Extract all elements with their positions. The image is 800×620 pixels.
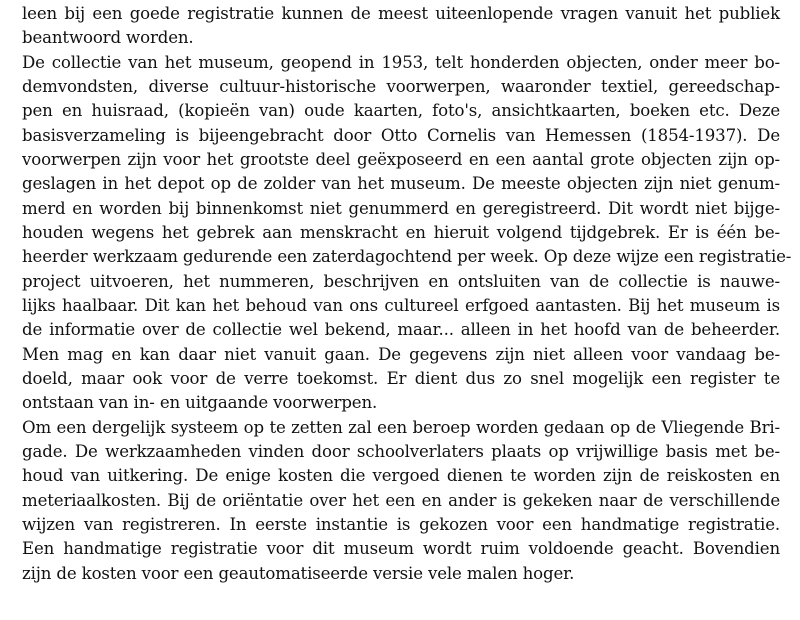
text-line: de informatie over de collectie wel bekend, maar... alleen in het hoofd van de beheerder.	[22, 320, 780, 339]
text-line: Een handmatige registratie voor dit museum wordt ruim voldoende geacht. Bovendien	[22, 539, 780, 558]
text-line: meteriaalkosten. Bij de oriëntatie over het een en ander is gekeken naar de verschillende	[22, 491, 780, 510]
text-line: basisverzameling is bijeengebracht door Otto Cornelis van Hemessen (1854-1937). De	[22, 126, 780, 145]
text-line: heerder werkzaam gedurende een zaterdagochtend per week. Op deze wijze een registratie-	[22, 247, 792, 266]
text-line: lijks haalbaar. Dit kan het behoud van ons cultureel erfgoed aantasten. Bij het museum is	[22, 296, 780, 315]
text-line: project uitvoeren, het nummeren, beschrijven en ontsluiten van de collectie is nauwe-	[22, 272, 780, 291]
text-line: wijzen van registreren. In eerste instantie is gekozen voor een handmatige registratie.	[22, 515, 780, 534]
text-line: houd van uitkering. De enige kosten die vergoed dienen te worden zijn de reiskosten en	[22, 466, 780, 485]
text-line: geslagen in het depot op de zolder van het museum. De meeste objecten zijn niet genum-	[22, 174, 780, 193]
text-line: leen bij een goede registratie kunnen de meest uiteenlopende vragen vanuit het publiek	[22, 4, 780, 23]
text-line: ontstaan van in- en uitgaande voorwerpen.	[22, 393, 378, 412]
text-line: doeld, maar ook voor de verre toekomst. Er dient dus zo snel mogelijk een register te	[22, 369, 780, 388]
text-line: De collectie van het museum, geopend in 1953, telt honderden objecten, onder meer bo-	[22, 53, 780, 72]
text-line: pen en huisraad, (kopieën van) oude kaarten, foto's, ansichtkaarten, boeken etc. Deze	[22, 101, 780, 120]
text-line: beantwoord worden.	[22, 28, 194, 47]
text-line: gade. De werkzaamheden vinden door schoolverlaters plaats op vrijwillige basis met be-	[22, 442, 780, 461]
text-line: merd en worden bij binnenkomst niet genummerd en geregistreerd. Dit wordt niet bijge-	[22, 199, 780, 218]
text-line: zijn de kosten voor een geautomatiseerde versie vele malen hoger.	[22, 564, 575, 583]
text-line: Men mag en kan daar niet vanuit gaan. De gegevens zijn niet alleen voor vandaag be-	[22, 345, 780, 364]
text-line: voorwerpen zijn voor het grootste deel geëxposeerd en een aantal grote objecten zijn op-	[22, 150, 780, 169]
text-line: demvondsten, diverse cultuur-historische voorwerpen, waaronder textiel, gereedschap-	[22, 77, 780, 96]
text-line: houden wegens het gebrek aan menskracht en hieruit volgend tijdgebrek. Er is één be-	[22, 223, 780, 242]
text-line: Om een dergelijk systeem op te zetten zal een beroep worden gedaan op de Vliegende Bri-	[22, 418, 780, 437]
